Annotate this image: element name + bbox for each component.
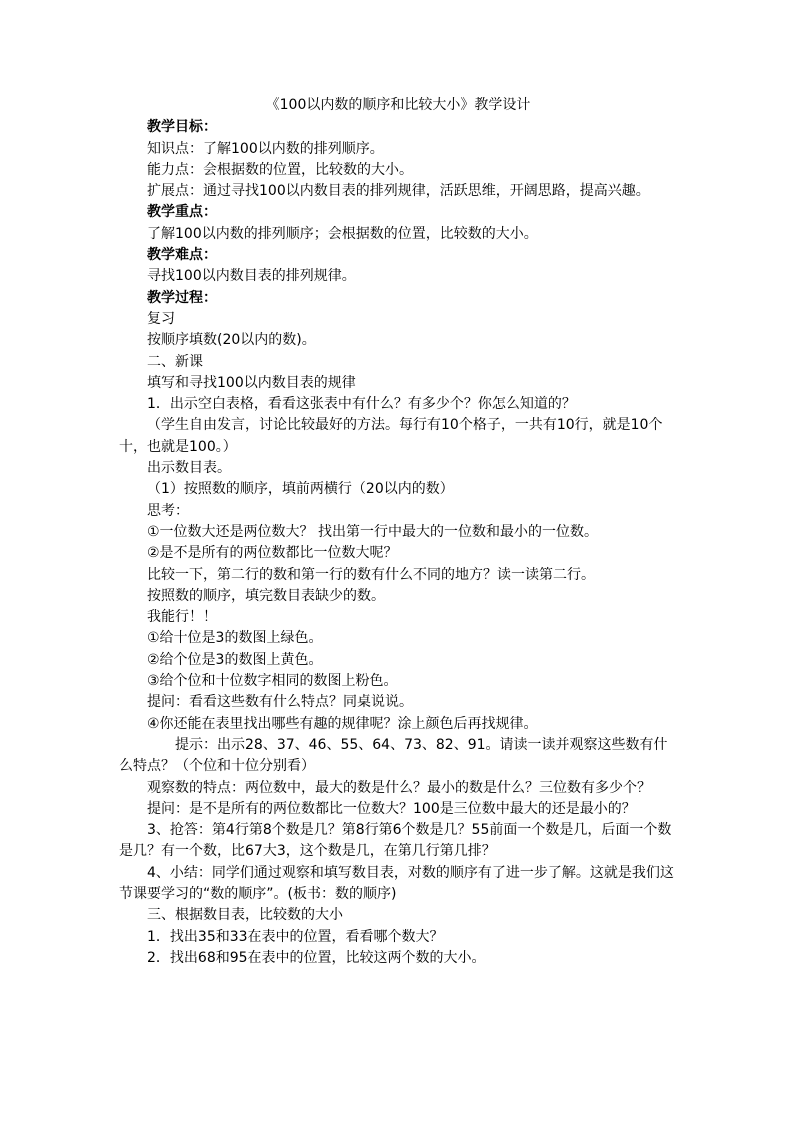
paragraph: 知识点：了解100以内数的排列顺序。 — [147, 140, 384, 157]
paragraph: （学生自由发言，讨论比较最好的方法。每行有10个格子，一共有10行，就是10个十，也就是100。） — [119, 417, 663, 455]
document-body — [119, 117, 677, 969]
paragraph: 提问：是不是所有的两位数都比一位数大？100是三位数中最大的还是最小的？ — [147, 800, 636, 817]
paragraph: 提示：出示28、37、46、55、64、73、82、91。请读一读并观察这些数有什么特点？（个位和十位分别看） — [119, 736, 668, 775]
paragraph: 出示数目表。 — [147, 460, 231, 477]
section-heading: 教学难点： — [147, 247, 217, 264]
document-title: 《100以内数的顺序和比较大小》教学设计 — [265, 97, 531, 113]
paragraph: 按照数的顺序，填完数目表缺少的数。 — [147, 587, 385, 604]
paragraph: （1）按照数的顺序，填前两横行（20以内的数） — [147, 481, 454, 498]
paragraph: 二、新课 — [147, 353, 203, 370]
section-heading: 教学目标： — [147, 119, 217, 136]
paragraph: 思考： — [147, 502, 189, 519]
paragraph: ④你还能在表里找出哪些有趣的规律呢？涂上颜色后再找规律。 — [147, 715, 538, 732]
paragraph: 寻找100以内数目表的排列规律。 — [147, 268, 356, 285]
paragraph: 了解100以内数的排列顺序；会根据数的位置，比较数的大小。 — [147, 225, 538, 242]
paragraph: 我能行！！ — [147, 609, 217, 626]
paragraph: ①给十位是3的数图上绿色。 — [147, 630, 323, 647]
paragraph: 三、根据数目表，比较数的大小 — [147, 907, 343, 924]
section-heading: 教学过程： — [147, 289, 217, 306]
paragraph: ②是不是所有的两位数都比一位数大呢？ — [147, 545, 398, 562]
paragraph: ②给个位是3的数图上黄色。 — [147, 651, 323, 668]
paragraph: 按顺序填数(20以内的数)。 — [147, 332, 316, 349]
paragraph: 提问：看看这些数有什么特点？同桌说说。 — [147, 694, 413, 711]
paragraph: 4、小结：同学们通过观察和填写数目表，对数的顺序有了进一步了解。这就是我们这节课要学习的“数的顺序”。(板书：数的顺序) — [119, 864, 674, 902]
paragraph: 2．找出68和95在表中的位置，比较这两个数的大小。 — [147, 949, 486, 966]
paragraph: ①一位数大还是两位数大？ 找出第一行中最大的一位数和最小的一位数。 — [147, 523, 598, 540]
paragraph: 观察数的特点：两位数中，最大的数是什么？最小的数是什么？三位数有多少个？ — [147, 779, 651, 796]
paragraph: ③给个位和十位数字相同的数图上粉色。 — [147, 673, 398, 690]
paragraph: 复习 — [147, 310, 175, 327]
paragraph: 3、抢答：第4行第8个数是几？第8行第6个数是几？55前面一个数是几，后面一个数是几？有一个数，比67大3，这个数是几，在第几行第几排？ — [119, 822, 672, 860]
paragraph: 扩展点：通过寻找100以内数目表的排列规律，活跃思维，开阔思路，提高兴趣。 — [147, 183, 650, 200]
paragraph: 1．找出35和33在表中的位置，看看哪个数大？ — [147, 928, 444, 945]
section-heading: 教学重点： — [147, 204, 217, 221]
paragraph: 填写和寻找100以内数目表的规律 — [147, 374, 356, 391]
document-page — [119, 95, 677, 969]
paragraph: 1．出示空白表格，看看这张表中有什么？有多少个？你怎么知道的？ — [147, 396, 576, 413]
paragraph: 能力点：会根据数的位置，比较数的大小。 — [147, 161, 413, 178]
paragraph: 比较一下，第二行的数和第一行的数有什么不同的地方？读一读第二行。 — [147, 566, 595, 583]
